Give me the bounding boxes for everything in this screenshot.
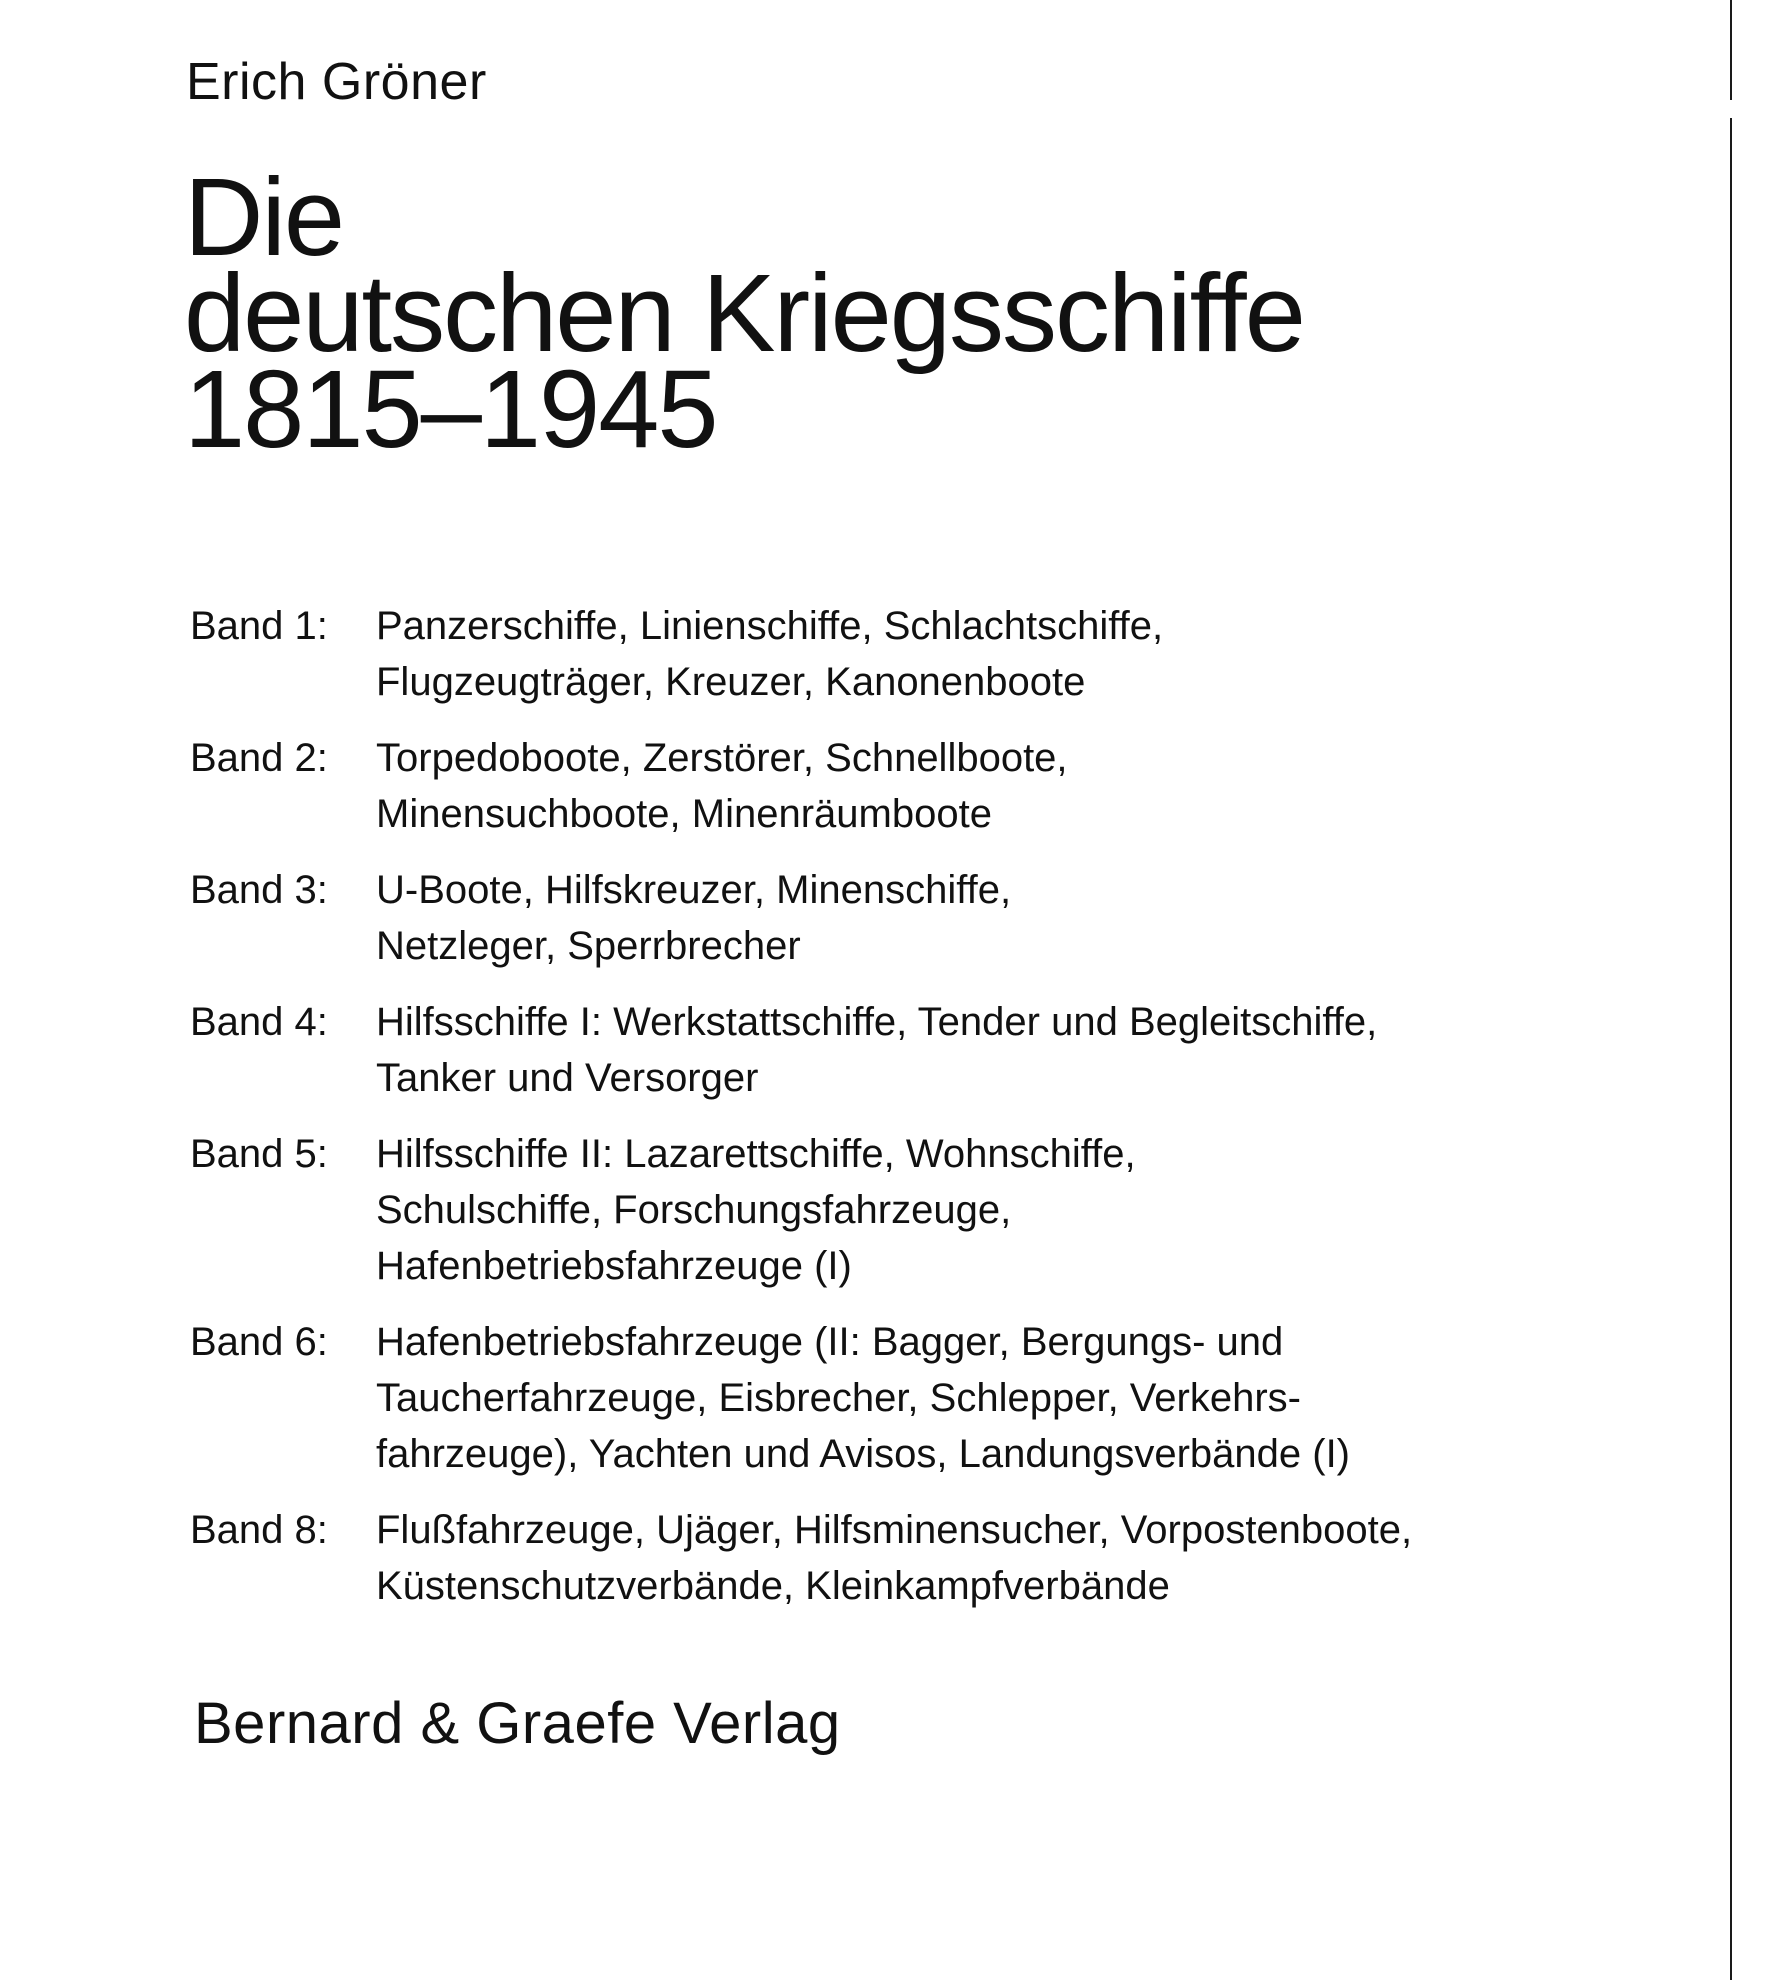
volume-label: Band 5: [190, 1132, 328, 1176]
volume-line: Panzerschiffe, Linienschiffe, Schlachtschiffe, [376, 604, 1164, 648]
volume-description [376, 730, 1068, 842]
volume-line: Torpedoboote, Zerstörer, Schnellboote, [376, 736, 1068, 780]
volume-description [376, 994, 1377, 1106]
volume-label: Band 6: [190, 1320, 328, 1364]
book-title [184, 156, 1304, 471]
volume-line: Hilfsschiffe I: Werkstattschiffe, Tender und Begleitschiffe, [376, 1000, 1378, 1044]
volume-line: Taucherfahrzeuge, Eisbrecher, Schlepper, Verkehrs- [376, 1376, 1301, 1420]
volume-description [376, 1126, 1136, 1294]
title-line-1: Die [184, 156, 344, 279]
publisher-name: Bernard & Graefe Verlag [194, 1691, 841, 1756]
volume-line: U-Boote, Hilfskreuzer, Minenschiffe, [376, 868, 1012, 912]
volume-item [190, 730, 1620, 842]
volume-description [376, 862, 1011, 974]
volume-label: Band 3: [190, 868, 328, 912]
volume-item [190, 1502, 1620, 1614]
title-line-2: deutschen Kriegsschiffe [184, 252, 1304, 375]
volume-description [376, 1314, 1350, 1482]
volume-label: Band 2: [190, 736, 328, 780]
volume-item [190, 1314, 1620, 1482]
volume-line: Minensuchboote, Minenräumboote [376, 792, 992, 836]
volume-label: Band 4: [190, 1000, 328, 1044]
volume-line: Tanker und Versorger [376, 1056, 759, 1100]
volume-line: Küstenschutzverbände, Kleinkampfverbände [376, 1564, 1170, 1608]
page-edge-line-top [1730, 0, 1732, 100]
volume-line: Flußfahrzeuge, Ujäger, Hilfsminensucher, Vorpostenboote, [376, 1508, 1413, 1552]
volume-label: Band 1: [190, 604, 328, 648]
volume-line: Hafenbetriebsfahrzeuge (I) [376, 1244, 852, 1288]
volume-description [376, 598, 1163, 710]
volume-line: Hafenbetriebsfahrzeuge (II: Bagger, Bergungs- und [376, 1320, 1284, 1364]
volume-list [190, 598, 1620, 1634]
volume-item [190, 862, 1620, 974]
volume-line: Netzleger, Sperrbrecher [376, 924, 801, 968]
volume-label: Band 8: [190, 1508, 328, 1552]
volume-line: Flugzeugträger, Kreuzer, Kanonenboote [376, 660, 1086, 704]
volume-line: Hilfsschiffe II: Lazarettschiffe, Wohnschiffe, [376, 1132, 1136, 1176]
volume-line: Schulschiffe, Forschungsfahrzeuge, [376, 1188, 1012, 1232]
page-edge-line [1730, 118, 1732, 1980]
volume-item [190, 994, 1620, 1106]
volume-description [376, 1502, 1412, 1614]
volume-item [190, 598, 1620, 710]
volume-item [190, 1126, 1620, 1294]
author-name: Erich Gröner [186, 53, 487, 111]
volume-line: fahrzeuge), Yachten und Avisos, Landungsverbände (I) [376, 1432, 1351, 1476]
title-line-3: 1815–1945 [184, 348, 717, 471]
